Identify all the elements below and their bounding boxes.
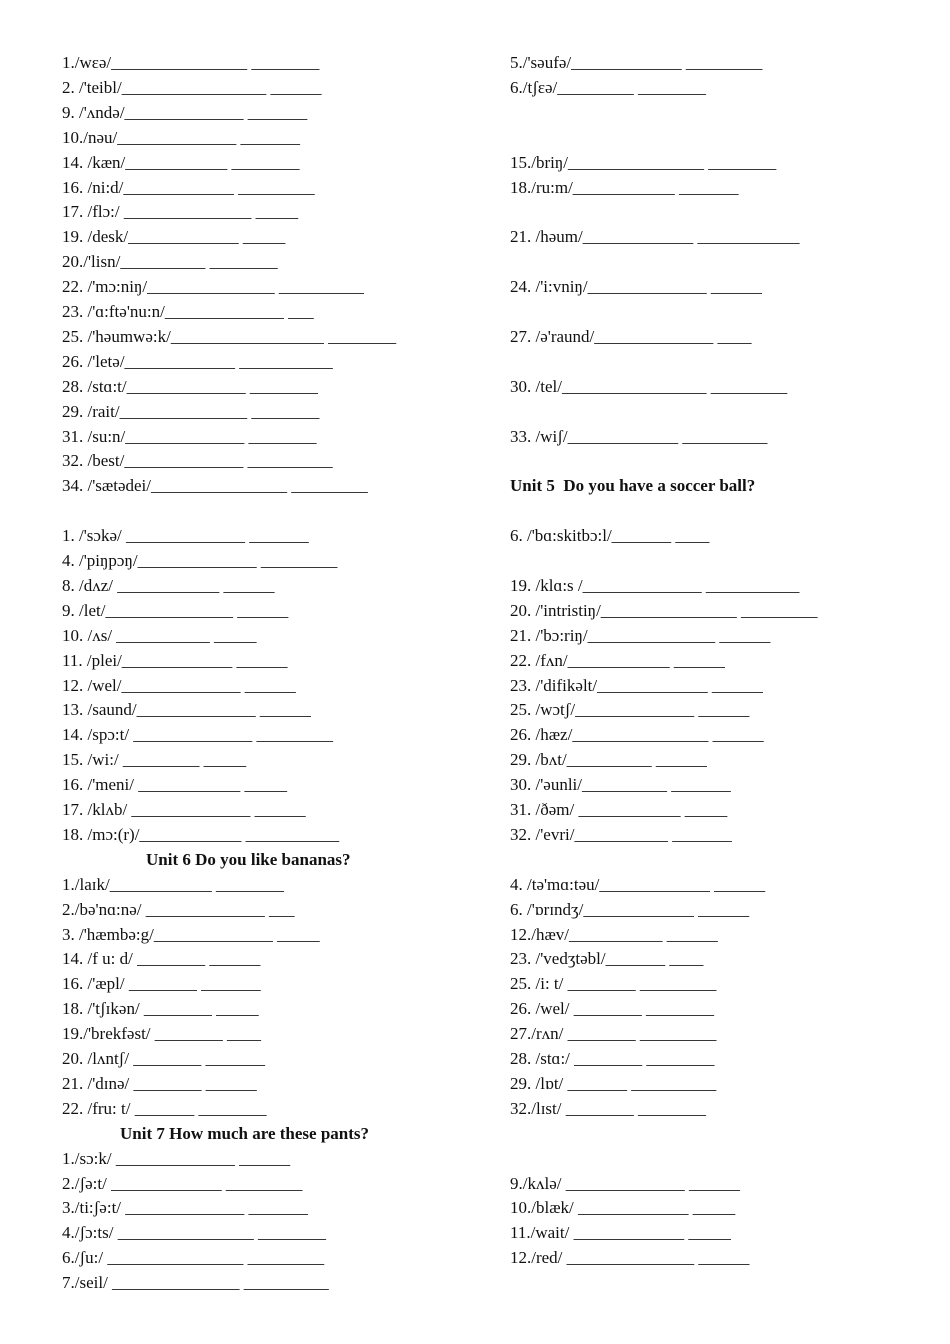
left-vocab-item: 11. /plei/_____________ ______ (62, 650, 288, 670)
worksheet-row (0, 1046, 950, 1071)
right-vocab-item: 32. /'evri/___________ _______ (510, 824, 732, 844)
worksheet-row (0, 1270, 950, 1295)
worksheet-row (0, 448, 950, 473)
left-vocab-item: 26. /'letə/_____________ ___________ (62, 351, 333, 371)
right-vocab-item: 27./rʌn/ ________ _________ (510, 1024, 717, 1044)
left-vocab-item: 17. /flɔ:/ _______________ _____ (62, 202, 299, 222)
right-vocab-item: 32./lɪst/ ________ ________ (510, 1098, 706, 1118)
worksheet-row (0, 847, 950, 872)
right-vocab-item: 20. /'intristiŋ/________________ _________ (510, 600, 818, 620)
worksheet-row (0, 50, 950, 75)
worksheet-row (0, 150, 950, 175)
left-vocab-item: 20./'lisn/__________ ________ (62, 252, 278, 272)
worksheet-row (0, 573, 950, 598)
worksheet-row (0, 249, 950, 274)
left-vocab-item: 17. /klʌb/ ______________ ______ (62, 800, 306, 819)
right-vocab-item: 30. /'əunli/__________ _______ (510, 775, 731, 795)
right-vocab-item: 23. /'vedʒtəbl/_______ ____ (510, 949, 704, 969)
left-vocab-item: 9. /'ʌndə/______________ _______ (62, 102, 308, 122)
worksheet-row (0, 75, 950, 100)
worksheet-row (0, 1146, 950, 1171)
right-vocab-item: 25. /i: t/ ________ _________ (510, 974, 717, 994)
right-vocab-item: 31. /ðəm/ ____________ _____ (510, 800, 728, 819)
left-vocab-item: 14. /kæn/____________ ________ (62, 152, 300, 172)
left-vocab-item: 1. /'sɔkə/ ______________ _______ (62, 526, 309, 546)
left-vocab-item: 18. /'tʃɪkən/ ________ _____ (62, 999, 259, 1019)
left-vocab-item: 7./seil/ _______________ __________ (62, 1273, 329, 1293)
right-vocab-item: 33. /wiʃ/_____________ __________ (510, 426, 768, 446)
left-vocab-item: 15. /wi:/ _________ _____ (62, 750, 247, 770)
right-vocab-item: 12./hæv/___________ ______ (510, 924, 718, 944)
left-vocab-item: 10./nəu/______________ _______ (62, 127, 300, 147)
worksheet-row (0, 1195, 950, 1220)
worksheet-row (0, 399, 950, 424)
worksheet-row (0, 274, 950, 299)
worksheet-row (0, 349, 950, 374)
worksheet-row (0, 199, 950, 224)
worksheet-row (0, 648, 950, 673)
worksheet-row (0, 697, 950, 722)
worksheet-row (0, 548, 950, 573)
worksheet-row (0, 224, 950, 249)
worksheet-row (0, 971, 950, 996)
worksheet-row (0, 100, 950, 125)
right-vocab-item: 30. /tel/_________________ _________ (510, 376, 788, 396)
worksheet-row (0, 946, 950, 971)
worksheet-row (0, 125, 950, 150)
left-vocab-item: 22. /fru: t/ _______ ________ (62, 1098, 267, 1118)
right-vocab-item: 12./red/ _______________ ______ (510, 1248, 750, 1268)
left-vocab-item: 10. /ʌs/ ___________ _____ (62, 625, 257, 645)
right-vocab-item: 6./tʃɛə/_________ ________ (510, 77, 707, 97)
left-vocab-item: 25. /'həumwə:k/__________________ ________ (62, 326, 397, 346)
right-vocab-item: 29. /lɒt/ _______ __________ (510, 1073, 717, 1093)
left-vocab-item: 4. /'piŋpɔŋ/______________ _________ (62, 551, 338, 570)
right-vocab-item: 18./ru:m/____________ _______ (510, 177, 739, 197)
worksheet-row (0, 797, 950, 822)
right-vocab-item: 22. /fʌn/____________ ______ (510, 650, 725, 670)
left-vocab-item: 18. /mɔ:(r)/____________ ___________ (62, 824, 340, 844)
left-vocab-item: 34. /'sætədei/________________ _________ (62, 476, 368, 496)
right-vocab-item: 27. /ə'raund/______________ ____ (510, 326, 752, 346)
right-vocab-item: 26. /hæz/________________ ______ (510, 725, 764, 745)
left-vocab-item: 14. /f u: d/ ________ ______ (62, 949, 261, 969)
right-vocab-item: 9./kʌlə/ ______________ ______ (510, 1173, 740, 1193)
left-vocab-item: 2./ʃə:t/ _____________ _________ (62, 1173, 303, 1193)
worksheet-row (0, 822, 950, 847)
left-vocab-item: 1./laɪk/____________ ________ (62, 874, 284, 894)
right-vocab-item: 21. /həum/_____________ ____________ (510, 227, 800, 247)
left-vocab-item: 13. /saund/______________ ______ (62, 700, 311, 720)
unit-heading: Unit 7 How much are these pants? (120, 1123, 370, 1143)
unit-heading: Unit 6 Do you like bananas? (146, 849, 351, 869)
worksheet-row (0, 498, 950, 523)
right-vocab-item: 6. /'bɑ:skitbɔ:l/_______ ____ (510, 526, 710, 546)
left-vocab-item: 4./ʃɔ:ts/ ________________ ________ (62, 1223, 326, 1243)
left-vocab-item: 2./bə'nɑ:nə/ ______________ ___ (62, 899, 295, 919)
worksheet-row (0, 623, 950, 648)
left-vocab-item: 6./ʃu:/ ________________ _________ (62, 1248, 325, 1268)
left-vocab-item: 29. /rait/_______________ ________ (62, 401, 320, 421)
left-vocab-item: 16. /'æpl/ ________ _______ (62, 974, 261, 994)
left-vocab-item: 19./'brekfəst/ ________ ____ (62, 1024, 262, 1044)
left-vocab-item: 23. /'ɑ:ftə'nu:n/______________ ___ (62, 302, 314, 321)
worksheet-row (0, 872, 950, 897)
right-vocab-item: 24. /'i:vniŋ/______________ ______ (510, 277, 762, 297)
left-vocab-item: 31. /su:n/______________ ________ (62, 426, 317, 446)
left-vocab-item: 3./ti:ʃə:t/ ______________ _______ (62, 1198, 309, 1218)
right-vocab-item: 15./briŋ/________________ ________ (510, 152, 777, 172)
right-vocab-item: 5./'səufə/_____________ _________ (510, 53, 763, 72)
left-vocab-item: 16. /ni:d/_____________ _________ (62, 177, 315, 197)
worksheet-row (0, 722, 950, 747)
right-vocab-item: 28. /stɑ:/ ________ ________ (510, 1049, 715, 1068)
left-vocab-item: 9. /let/_______________ ______ (62, 600, 289, 620)
worksheet-row (0, 324, 950, 349)
right-vocab-item: 10./blæk/ _____________ _____ (510, 1198, 736, 1218)
worksheet-row (0, 175, 950, 200)
worksheet-row (0, 1121, 950, 1146)
worksheet-row (0, 598, 950, 623)
right-vocab-item: 26. /wel/ ________ ________ (510, 999, 714, 1019)
worksheet-row (0, 299, 950, 324)
worksheet-row (0, 1021, 950, 1046)
left-vocab-item: 19. /desk/_____________ _____ (62, 227, 286, 247)
worksheet-row (0, 1245, 950, 1270)
worksheet-row (0, 922, 950, 947)
worksheet-row (0, 1071, 950, 1096)
left-vocab-item: 14. /spɔ:t/ ______________ _________ (62, 725, 334, 745)
right-vocab-item: 4. /tə'mɑ:təu/_____________ ______ (510, 874, 766, 894)
left-vocab-item: 32. /best/______________ __________ (62, 451, 333, 471)
left-vocab-item: 12. /wel/______________ ______ (62, 675, 296, 695)
worksheet-row (0, 996, 950, 1021)
left-vocab-item: 28. /stɑ:t/______________ ________ (62, 376, 318, 396)
worksheet-row (0, 523, 950, 548)
right-vocab-item: 25. /wɔtʃ/______________ ______ (510, 700, 750, 720)
worksheet-row (0, 424, 950, 449)
left-vocab-item: 22. /'mɔ:niŋ/_______________ __________ (62, 277, 364, 297)
worksheet-row (0, 1171, 950, 1196)
worksheet-row (0, 1096, 950, 1121)
left-vocab-item: 8. /dʌz/ ____________ ______ (62, 575, 275, 595)
unit-heading: Unit 5 Do you have a soccer ball? (510, 476, 756, 496)
worksheet-row (0, 747, 950, 772)
left-vocab-item: 16. /'meni/ ____________ _____ (62, 775, 288, 795)
left-vocab-item: 2. /'teibl/_________________ ______ (62, 77, 322, 97)
worksheet-row (0, 673, 950, 698)
left-vocab-item: 1./sɔ:k/ ______________ ______ (62, 1148, 291, 1168)
right-vocab-item: 21. /'bɔ:riŋ/_______________ ______ (510, 625, 771, 645)
left-vocab-item: 20. /lʌntʃ/ ________ _______ (62, 1049, 266, 1068)
left-vocab-item: 21. /'dɪnə/ ________ ______ (62, 1073, 257, 1093)
right-vocab-item: 29. /bʌt/__________ ______ (510, 750, 707, 770)
left-vocab-item: 1./wɛə/________________ ________ (62, 53, 320, 72)
worksheet-row (0, 1220, 950, 1245)
right-vocab-item: 23. /'difikəlt/_____________ ______ (510, 675, 763, 695)
right-vocab-item: 11./wait/ _____________ _____ (510, 1223, 731, 1243)
right-vocab-item: 19. /klɑ:s /______________ ___________ (510, 575, 800, 595)
worksheet-row (0, 897, 950, 922)
worksheet-row (0, 473, 950, 498)
left-vocab-item: 3. /'hæmbə:g/______________ _____ (62, 924, 320, 944)
right-vocab-item: 6. /'ɒrɪndʒ/_____________ ______ (510, 899, 750, 919)
worksheet-row (0, 772, 950, 797)
worksheet-row (0, 374, 950, 399)
